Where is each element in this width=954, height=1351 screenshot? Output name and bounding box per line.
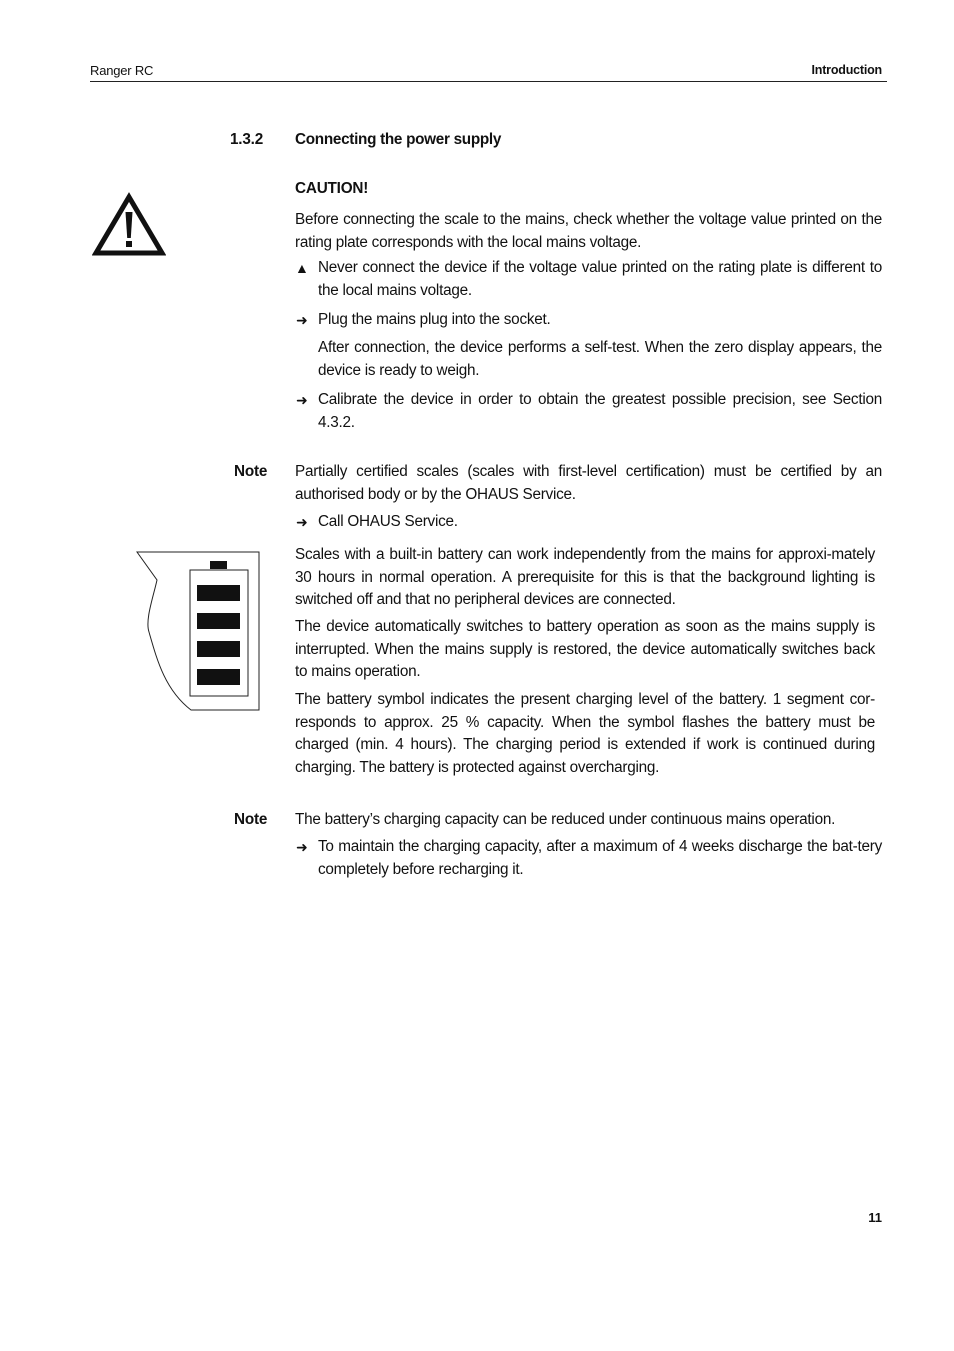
note-1-text: Partially certified scales (scales with first-level certification) must be certified by an authorised body or by the OHAUS Service. [295,463,882,503]
arrow-bullet-icon: ➜ [296,392,308,408]
arrow-bullet-icon: ➜ [296,312,308,328]
note-1-step: Call OHAUS Service. [318,513,458,530]
note-2-step: To maintain the charging capacity, after a maximum of 4 weeks discharge the bat-tery completely before recharging it. [318,838,882,878]
caution-step-1: Plug the mains plug into the socket. [318,311,551,328]
caution-step-2: Calibrate the device in order to obtain the greatest possible precision, see Section 4.3.2. [318,391,882,431]
battery-level-icon [135,550,263,712]
battery-paragraph-1: Scales with a built-in battery can work independently from the mains for approxi-mately 30 hours in normal operation. A prerequisite for this is that the background lighting is switched off and that no peripheral devices are connected. [295,546,875,608]
header-divider [90,81,887,82]
page-number: 11 [868,1210,882,1225]
note-2-text: The battery’s charging capacity can be reduced under continuous mains operation. [295,811,836,828]
note-label: Note [234,463,268,480]
warning-triangle-icon [92,192,166,258]
arrow-bullet-icon: ➜ [296,514,308,530]
battery-paragraph-2: The device automatically switches to battery operation as soon as the mains supply is interrupted. When the mains supply is restored, the device automatically switches back to mains operation. [295,618,875,680]
caution-step-1-detail: After connection, the device performs a self-test. When the zero display appears, the device is ready to weigh. [318,339,882,379]
battery-paragraph-3: The battery symbol indicates the present charging level of the battery. 1 segment cor-responds to approx. 25 % capacity. When the symbol flashes the battery must be charged (min. 4 hours). The charging period is extended if work is continued during charging. The battery is protected against overcharging. [295,691,875,776]
caution-heading: CAUTION! [295,180,369,197]
section-number: 1.3.2 [230,131,264,148]
note-label: Note [234,811,268,828]
running-header-title: Ranger RC [90,63,154,78]
caution-warning-item: Never connect the device if the voltage value printed on the rating plate is different to the local mains voltage. [318,259,882,299]
warning-bullet-icon: ▲ [295,260,309,276]
section-title: Connecting the power supply [295,131,502,148]
arrow-bullet-icon: ➜ [296,839,308,855]
running-header-chapter: Introduction [811,63,882,77]
caution-intro: Before connecting the scale to the mains, check whether the voltage value printed on the rating plate corresponds with the local mains voltage. [295,211,882,251]
